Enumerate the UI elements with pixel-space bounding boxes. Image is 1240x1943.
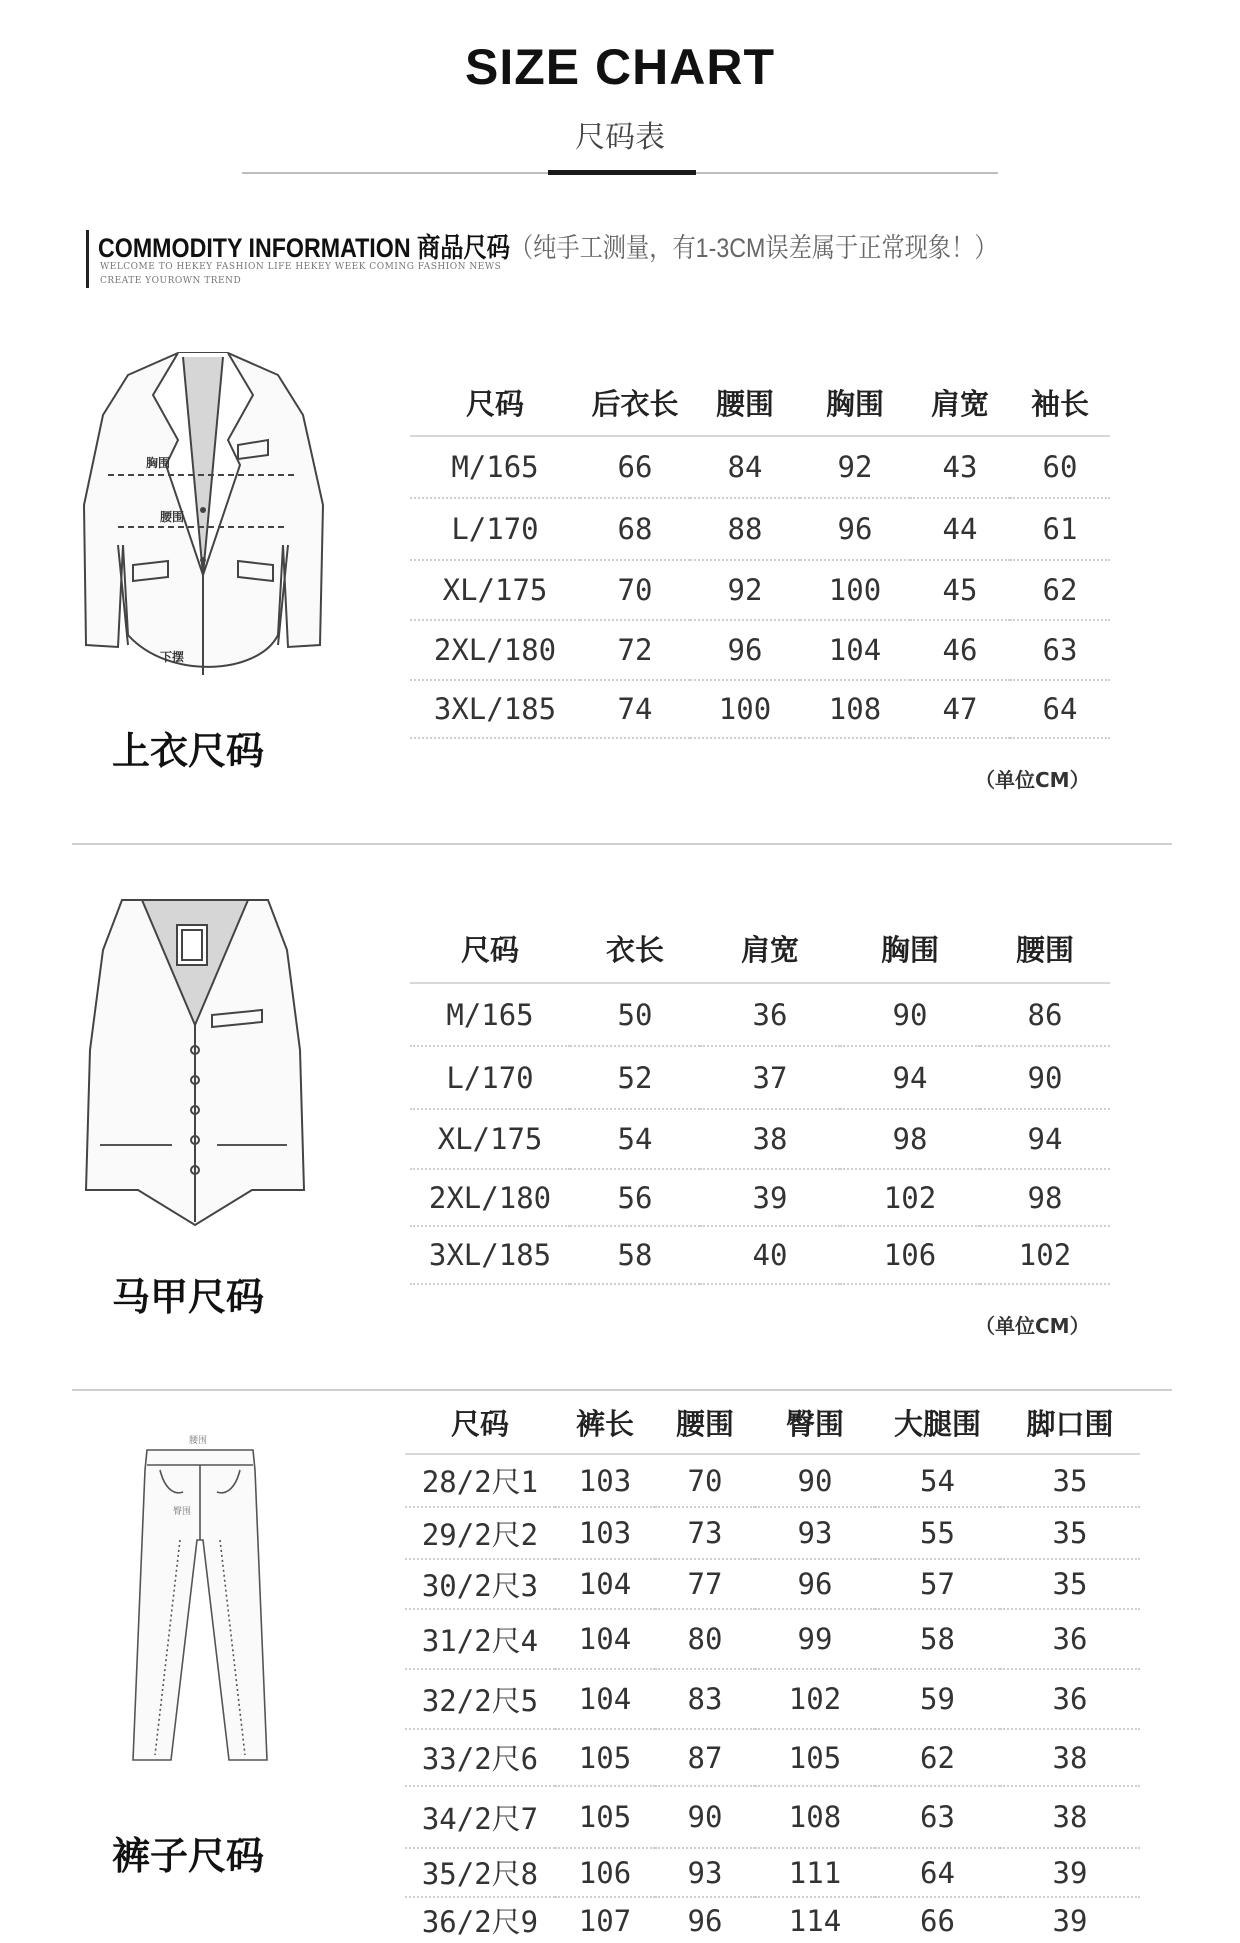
table-cell: 77 [655,1559,755,1609]
table-cell: 108 [800,680,910,738]
table-row [405,1609,1140,1669]
table-cell: 107 [555,1897,655,1943]
table-cell: XL/175 [410,1109,570,1169]
table-cell: 38 [700,1109,840,1169]
table-cell: 36/2尺9 [405,1897,555,1943]
table-row [410,983,1110,1046]
table-cell: 29/2尺2 [405,1507,555,1559]
table-cell: 73 [655,1507,755,1559]
table-cell: 36 [1000,1609,1140,1669]
table-cell: M/165 [410,436,580,498]
table-cell: 70 [655,1454,755,1507]
table-row [405,1669,1140,1729]
jacket-caption: 上衣尺码 [112,729,265,773]
table-cell: 33/2尺6 [405,1729,555,1786]
table-cell: 96 [755,1559,875,1609]
table-cell: 32/2尺5 [405,1669,555,1729]
table-cell: 38 [1000,1786,1140,1848]
pants-label-waist: 腰围 [189,1436,208,1446]
table-cell: 3XL/185 [410,680,580,738]
table-cell: 104 [555,1559,655,1609]
table-cell: 90 [655,1786,755,1848]
section-heading-label: COMMODITY INFORMATION 商品尺码 [98,233,510,263]
table-cell: 111 [755,1848,875,1897]
table-row [405,1848,1140,1897]
table-cell: 114 [755,1897,875,1943]
table-cell: 54 [570,1109,700,1169]
section-tagline-2: CREATE YOUROWN TREND [100,276,242,286]
jacket-label-chest: 胸围 [146,456,171,470]
table-cell: 83 [655,1669,755,1729]
jacket-label-hem: 下摆 [160,650,185,664]
table-row [410,436,1110,498]
table-cell: 47 [910,680,1010,738]
vest-unit-note: （单位CM） [975,1314,1090,1338]
vest-col-shoulder: 肩宽 [700,915,840,983]
table-cell: 90 [840,983,980,1046]
table-row [410,1169,1110,1226]
table-cell: 43 [910,436,1010,498]
table-cell: 66 [875,1897,1000,1943]
table-cell: 87 [655,1729,755,1786]
table-cell: 90 [980,1046,1110,1109]
table-cell: 80 [655,1609,755,1669]
table-cell: 3XL/185 [410,1226,570,1284]
jacket-col-waist: 腰围 [690,370,800,436]
table-cell: 54 [875,1454,1000,1507]
table-cell: 98 [840,1109,980,1169]
table-cell: 64 [875,1848,1000,1897]
table-cell: 92 [690,560,800,620]
table-row [410,1046,1110,1109]
table-cell: 103 [555,1454,655,1507]
pants-caption: 裤子尺码 [112,1834,265,1878]
table-cell: 52 [570,1046,700,1109]
table-cell: 93 [755,1507,875,1559]
table-cell: 2XL/180 [410,620,580,680]
vest-illustration [82,890,308,1230]
table-cell: 30/2尺3 [405,1559,555,1609]
page-title: SIZE CHART [465,39,775,95]
table-cell: 2XL/180 [410,1169,570,1226]
table-row [410,560,1110,620]
table-cell: 105 [555,1729,655,1786]
table-cell: 38 [1000,1729,1140,1786]
table-cell: 72 [580,620,690,680]
table-cell: 50 [570,983,700,1046]
pants-label-hip: 臀围 [173,1507,192,1517]
table-cell: 92 [800,436,910,498]
table-cell: 56 [570,1169,700,1226]
jacket-col-back-length: 后衣长 [580,370,690,436]
table-cell: 94 [980,1109,1110,1169]
table-cell: 35 [1000,1559,1140,1609]
table-cell: 55 [875,1507,1000,1559]
table-cell: 104 [800,620,910,680]
table-cell: 64 [1010,680,1110,738]
table-cell: 106 [840,1226,980,1284]
table-cell: 31/2尺4 [405,1609,555,1669]
table-cell: 98 [980,1169,1110,1226]
table-row [410,1109,1110,1169]
pants-illustration [105,1430,295,1770]
table-cell: 35 [1000,1454,1140,1507]
jacket-illustration [78,345,328,685]
vest-size-table [410,915,1110,1285]
table-cell: 100 [800,560,910,620]
pants-col-hem: 脚口围 [1000,1392,1140,1454]
table-cell: 35/2尺8 [405,1848,555,1897]
table-cell: 103 [555,1507,655,1559]
table-cell: 63 [1010,620,1110,680]
jacket-col-sleeve: 袖长 [1010,370,1110,436]
table-row [405,1729,1140,1786]
table-row [410,1226,1110,1284]
table-cell: 57 [875,1559,1000,1609]
section-heading-note: （纯手工测量，有1-3CM误差属于正常现象！） [509,233,998,263]
table-cell: 59 [875,1669,1000,1729]
pants-col-waist: 腰围 [655,1392,755,1454]
table-cell: 34/2尺7 [405,1786,555,1848]
table-row [405,1507,1140,1559]
table-row [410,620,1110,680]
table-cell: 58 [875,1609,1000,1669]
section-divider [72,843,1172,845]
section-heading [98,226,998,265]
table-cell: 63 [875,1786,1000,1848]
table-cell: 99 [755,1609,875,1669]
table-cell: 36 [700,983,840,1046]
table-cell: 62 [875,1729,1000,1786]
table-row [405,1786,1140,1848]
table-cell: 35 [1000,1507,1140,1559]
table-cell: 28/2尺1 [405,1454,555,1507]
table-cell: 106 [555,1848,655,1897]
table-cell: 44 [910,498,1010,560]
table-cell: 102 [755,1669,875,1729]
title-divider-accent [548,170,696,175]
table-cell: 60 [1010,436,1110,498]
table-cell: 104 [555,1669,655,1729]
table-cell: 40 [700,1226,840,1284]
table-cell: 66 [580,436,690,498]
vest-col-waist: 腰围 [980,915,1110,983]
pants-col-hip: 臀围 [755,1392,875,1454]
table-cell: 94 [840,1046,980,1109]
table-cell: 90 [755,1454,875,1507]
table-cell: 37 [700,1046,840,1109]
table-row [405,1897,1140,1943]
table-cell: 39 [1000,1848,1140,1897]
jacket-unit-note: （单位CM） [975,768,1090,792]
section-tagline-1: WELCOME TO HEKEY FASHION LIFE HEKEY WEEK COMING FASHION NEWS [100,262,502,272]
section-accent-bar [86,230,89,288]
table-cell: L/170 [410,498,580,560]
table-row [405,1559,1140,1609]
table-cell: 105 [755,1729,875,1786]
table-cell: 39 [1000,1897,1140,1943]
table-cell: 104 [555,1609,655,1669]
jacket-col-size: 尺码 [410,370,580,436]
table-row [410,680,1110,738]
table-cell: M/165 [410,983,570,1046]
table-cell: 36 [1000,1669,1140,1729]
table-cell: 102 [840,1169,980,1226]
vest-col-length: 衣长 [570,915,700,983]
section-divider [72,1389,1172,1391]
table-cell: 61 [1010,498,1110,560]
table-cell: 108 [755,1786,875,1848]
vest-caption: 马甲尺码 [112,1275,265,1319]
pants-size-table [405,1392,1140,1943]
pants-col-size: 尺码 [405,1392,555,1454]
table-cell: 96 [655,1897,755,1943]
table-cell: XL/175 [410,560,580,620]
vest-col-chest: 胸围 [840,915,980,983]
table-cell: 86 [980,983,1110,1046]
vest-col-size: 尺码 [410,915,570,983]
table-cell: 84 [690,436,800,498]
table-cell: 74 [580,680,690,738]
jacket-size-table [410,370,1110,739]
table-cell: 68 [580,498,690,560]
table-cell: 46 [910,620,1010,680]
jacket-col-chest: 胸围 [800,370,910,436]
table-cell: 100 [690,680,800,738]
table-cell: L/170 [410,1046,570,1109]
table-row [405,1454,1140,1507]
jacket-label-waist: 腰围 [160,510,185,524]
table-cell: 105 [555,1786,655,1848]
table-row [410,498,1110,560]
table-cell: 70 [580,560,690,620]
page-subtitle: 尺码表 [575,120,665,155]
pants-col-thigh: 大腿围 [875,1392,1000,1454]
table-cell: 58 [570,1226,700,1284]
jacket-col-shoulder: 肩宽 [910,370,1010,436]
table-cell: 62 [1010,560,1110,620]
table-cell: 88 [690,498,800,560]
table-cell: 96 [800,498,910,560]
table-cell: 102 [980,1226,1110,1284]
table-cell: 39 [700,1169,840,1226]
pants-col-length: 裤长 [555,1392,655,1454]
table-cell: 96 [690,620,800,680]
table-cell: 93 [655,1848,755,1897]
table-cell: 45 [910,560,1010,620]
